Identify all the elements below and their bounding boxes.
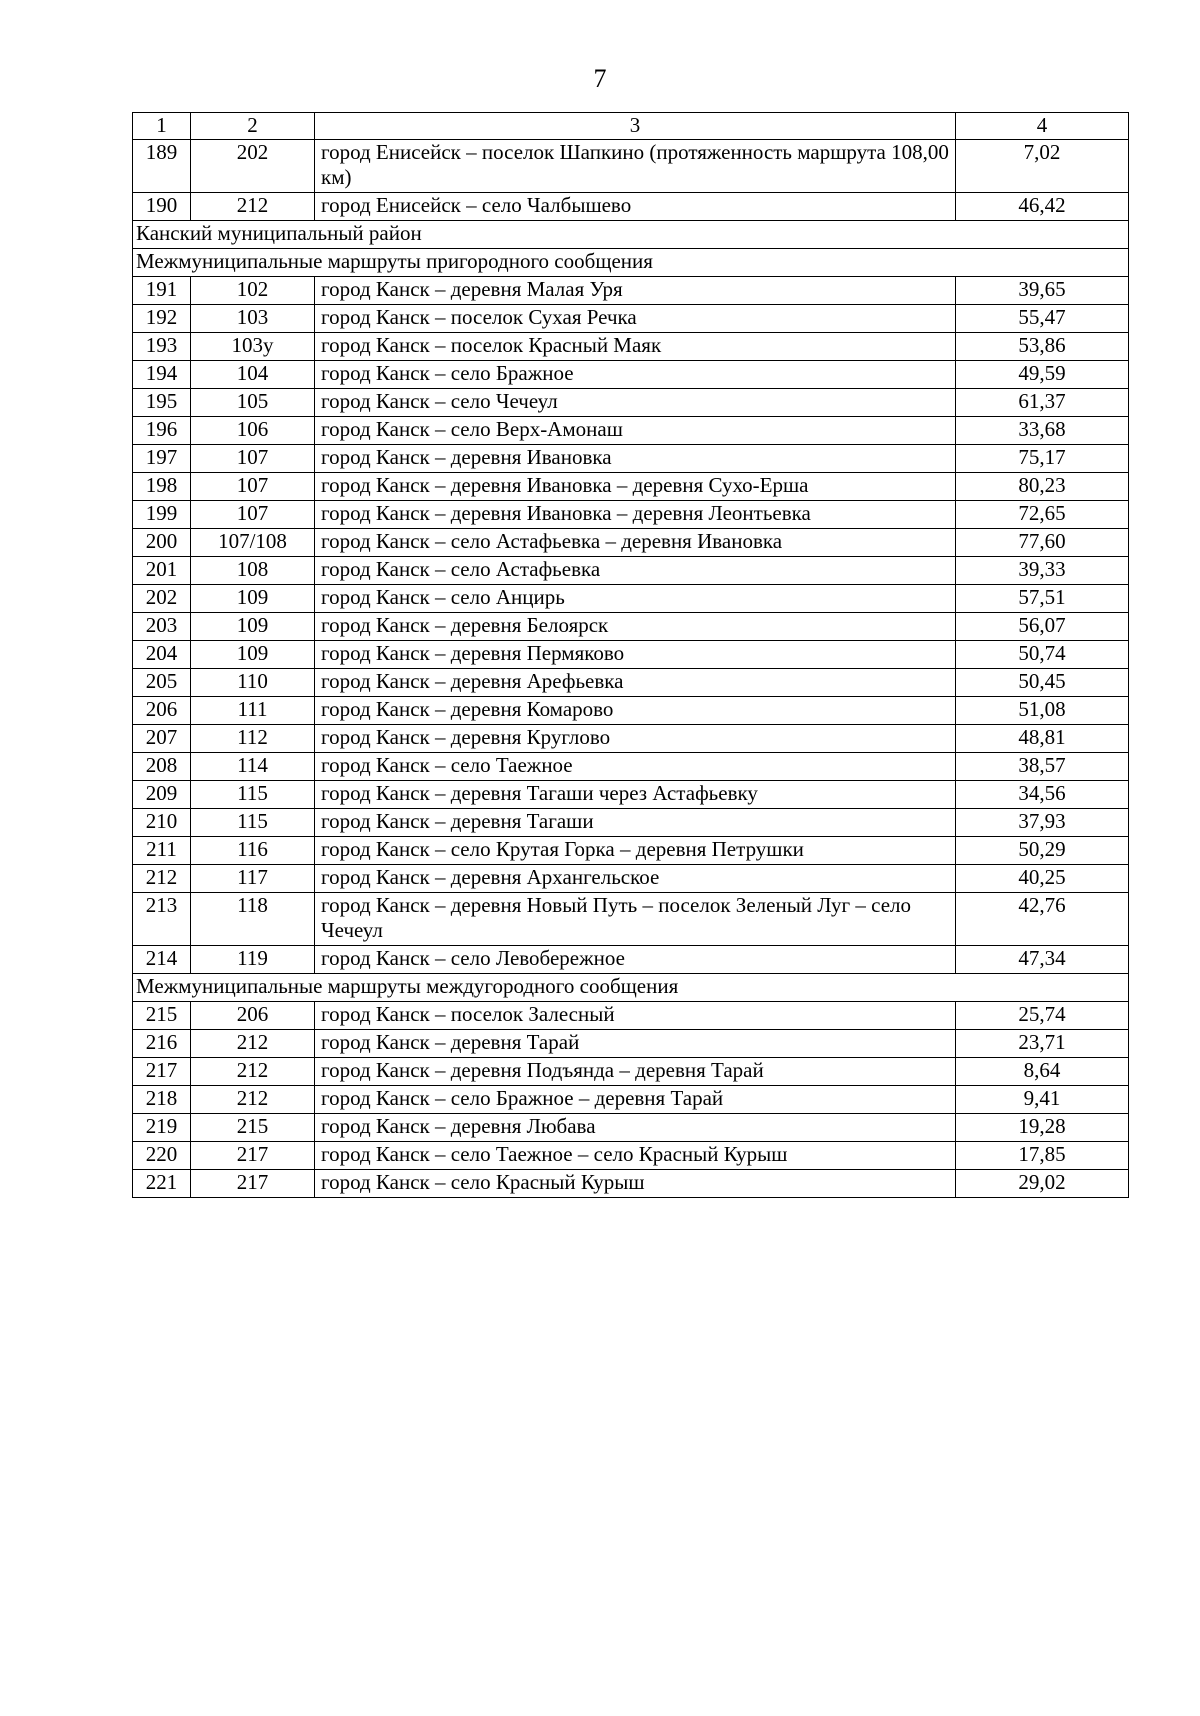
route-number-cell: 206 <box>191 1002 315 1030</box>
distance-cell: 37,93 <box>956 809 1129 837</box>
distance-cell: 19,28 <box>956 1114 1129 1142</box>
distance-cell: 61,37 <box>956 389 1129 417</box>
route-number-cell: 102 <box>191 277 315 305</box>
row-number-cell: 202 <box>133 585 191 613</box>
row-number-cell: 212 <box>133 865 191 893</box>
distance-cell: 47,34 <box>956 946 1129 974</box>
row-number-cell: 208 <box>133 753 191 781</box>
distance-cell: 77,60 <box>956 529 1129 557</box>
distance-cell: 29,02 <box>956 1170 1129 1198</box>
page-number: 7 <box>593 64 607 93</box>
distance-cell: 38,57 <box>956 753 1129 781</box>
route-name-cell: город Канск – деревня Малая Уря <box>315 277 956 305</box>
route-number-cell: 104 <box>191 361 315 389</box>
table-row <box>133 1086 1129 1114</box>
row-number-cell: 215 <box>133 1002 191 1030</box>
distance-cell: 55,47 <box>956 305 1129 333</box>
row-number-cell: 195 <box>133 389 191 417</box>
route-name-cell: город Канск – деревня Тагаши через Астафьевку <box>315 781 956 809</box>
table-row <box>133 893 1129 946</box>
section-title: Канский муниципальный район <box>133 221 1129 249</box>
route-name-cell: город Канск – село Левобережное <box>315 946 956 974</box>
route-number-cell: 212 <box>191 1058 315 1086</box>
route-name-cell: город Канск – село Чечеул <box>315 389 956 417</box>
route-name-cell: город Канск – деревня Подъянда – деревня Тарай <box>315 1058 956 1086</box>
table-row <box>133 445 1129 473</box>
route-name-cell: город Канск – поселок Сухая Речка <box>315 305 956 333</box>
distance-cell: 49,59 <box>956 361 1129 389</box>
route-name-cell: город Канск – село Астафьевка – деревня Ивановка <box>315 529 956 557</box>
route-name-cell: город Канск – деревня Архангельское <box>315 865 956 893</box>
distance-cell: 39,33 <box>956 557 1129 585</box>
route-number-cell: 212 <box>191 1030 315 1058</box>
route-number-cell: 212 <box>191 1086 315 1114</box>
distance-cell: 50,45 <box>956 669 1129 697</box>
section-header-row <box>133 221 1129 249</box>
row-number-cell: 211 <box>133 837 191 865</box>
route-name-cell: город Енисейск – село Чалбышево <box>315 193 956 221</box>
distance-cell: 57,51 <box>956 585 1129 613</box>
distance-cell: 46,42 <box>956 193 1129 221</box>
route-name-cell: город Канск – деревня Арефьевка <box>315 669 956 697</box>
route-name-cell: город Канск – деревня Ивановка – деревня Леонтьевка <box>315 501 956 529</box>
table-row <box>133 389 1129 417</box>
route-name-cell: город Канск – деревня Ивановка <box>315 445 956 473</box>
table-row <box>133 946 1129 974</box>
distance-cell: 17,85 <box>956 1142 1129 1170</box>
row-number-cell: 220 <box>133 1142 191 1170</box>
route-number-cell: 117 <box>191 865 315 893</box>
section-title: Межмуниципальные маршруты пригородного сообщения <box>133 249 1129 277</box>
distance-cell: 50,29 <box>956 837 1129 865</box>
table-row <box>133 305 1129 333</box>
route-number-cell: 215 <box>191 1114 315 1142</box>
route-name-cell: город Канск – село Анцирь <box>315 585 956 613</box>
route-number-cell: 110 <box>191 669 315 697</box>
route-number-cell: 109 <box>191 613 315 641</box>
row-number-cell: 203 <box>133 613 191 641</box>
table-row <box>133 837 1129 865</box>
route-number-cell: 115 <box>191 809 315 837</box>
route-number-cell: 107 <box>191 445 315 473</box>
header-col-2: 2 <box>191 113 315 140</box>
row-number-cell: 217 <box>133 1058 191 1086</box>
route-number-cell: 114 <box>191 753 315 781</box>
route-name-cell: город Канск – село Таежное – село Красный Курыш <box>315 1142 956 1170</box>
table-row <box>133 333 1129 361</box>
table-row <box>133 140 1129 193</box>
route-number-cell: 115 <box>191 781 315 809</box>
route-name-cell: город Канск – деревня Круглово <box>315 725 956 753</box>
row-number-cell: 201 <box>133 557 191 585</box>
row-number-cell: 199 <box>133 501 191 529</box>
routes-table <box>132 112 1129 1198</box>
table-row <box>133 473 1129 501</box>
route-number-cell: 118 <box>191 893 315 946</box>
route-number-cell: 111 <box>191 697 315 725</box>
route-name-cell: город Канск – поселок Красный Маяк <box>315 333 956 361</box>
row-number-cell: 207 <box>133 725 191 753</box>
header-col-1: 1 <box>133 113 191 140</box>
route-number-cell: 105 <box>191 389 315 417</box>
table-row <box>133 1002 1129 1030</box>
distance-cell: 72,65 <box>956 501 1129 529</box>
route-number-cell: 109 <box>191 585 315 613</box>
distance-cell: 39,65 <box>956 277 1129 305</box>
route-number-cell: 202 <box>191 140 315 193</box>
route-number-cell: 217 <box>191 1170 315 1198</box>
row-number-cell: 219 <box>133 1114 191 1142</box>
route-number-cell: 107 <box>191 473 315 501</box>
table-row <box>133 557 1129 585</box>
table-row <box>133 1058 1129 1086</box>
route-number-cell: 107/108 <box>191 529 315 557</box>
route-number-cell: 103у <box>191 333 315 361</box>
table-row <box>133 725 1129 753</box>
distance-cell: 53,86 <box>956 333 1129 361</box>
distance-cell: 40,25 <box>956 865 1129 893</box>
route-number-cell: 212 <box>191 193 315 221</box>
table-header-row <box>133 113 1129 140</box>
route-name-cell: город Канск – деревня Комарово <box>315 697 956 725</box>
route-name-cell: город Канск – деревня Любава <box>315 1114 956 1142</box>
distance-cell: 23,71 <box>956 1030 1129 1058</box>
route-number-cell: 112 <box>191 725 315 753</box>
distance-cell: 51,08 <box>956 697 1129 725</box>
table-row <box>133 417 1129 445</box>
header-col-4: 4 <box>956 113 1129 140</box>
route-name-cell: город Канск – село Бражное <box>315 361 956 389</box>
row-number-cell: 189 <box>133 140 191 193</box>
table-row <box>133 501 1129 529</box>
distance-cell: 25,74 <box>956 1002 1129 1030</box>
distance-cell: 56,07 <box>956 613 1129 641</box>
route-number-cell: 103 <box>191 305 315 333</box>
row-number-cell: 200 <box>133 529 191 557</box>
table-row <box>133 809 1129 837</box>
route-name-cell: город Канск – деревня Тагаши <box>315 809 956 837</box>
row-number-cell: 221 <box>133 1170 191 1198</box>
route-name-cell: город Канск – деревня Белоярск <box>315 613 956 641</box>
row-number-cell: 198 <box>133 473 191 501</box>
distance-cell: 34,56 <box>956 781 1129 809</box>
route-name-cell: город Канск – деревня Новый Путь – поселок Зеленый Луг – село Чечеул <box>315 893 956 946</box>
table-row <box>133 1114 1129 1142</box>
table-row <box>133 585 1129 613</box>
route-name-cell: город Канск – село Астафьевка <box>315 557 956 585</box>
routes-table-body <box>133 113 1129 1198</box>
distance-cell: 75,17 <box>956 445 1129 473</box>
section-header-row <box>133 249 1129 277</box>
distance-cell: 7,02 <box>956 140 1129 193</box>
route-name-cell: город Канск – поселок Залесный <box>315 1002 956 1030</box>
route-name-cell: город Канск – деревня Ивановка – деревня Сухо-Ерша <box>315 473 956 501</box>
route-name-cell: город Канск – деревня Тарай <box>315 1030 956 1058</box>
table-row <box>133 669 1129 697</box>
route-name-cell: город Канск – село Таежное <box>315 753 956 781</box>
header-col-3: 3 <box>315 113 956 140</box>
row-number-cell: 191 <box>133 277 191 305</box>
route-name-cell: город Канск – село Верх-Амонаш <box>315 417 956 445</box>
table-row <box>133 193 1129 221</box>
row-number-cell: 190 <box>133 193 191 221</box>
table-row <box>133 613 1129 641</box>
distance-cell: 8,64 <box>956 1058 1129 1086</box>
row-number-cell: 209 <box>133 781 191 809</box>
distance-cell: 48,81 <box>956 725 1129 753</box>
row-number-cell: 216 <box>133 1030 191 1058</box>
table-row <box>133 697 1129 725</box>
row-number-cell: 214 <box>133 946 191 974</box>
row-number-cell: 205 <box>133 669 191 697</box>
route-name-cell: город Канск – село Бражное – деревня Тарай <box>315 1086 956 1114</box>
route-number-cell: 106 <box>191 417 315 445</box>
distance-cell: 9,41 <box>956 1086 1129 1114</box>
row-number-cell: 218 <box>133 1086 191 1114</box>
distance-cell: 50,74 <box>956 641 1129 669</box>
row-number-cell: 193 <box>133 333 191 361</box>
row-number-cell: 196 <box>133 417 191 445</box>
route-name-cell: город Канск – село Крутая Горка – деревня Петрушки <box>315 837 956 865</box>
section-title: Межмуниципальные маршруты междугородного сообщения <box>133 974 1129 1002</box>
table-row <box>133 781 1129 809</box>
table-row <box>133 1170 1129 1198</box>
table-row <box>133 641 1129 669</box>
row-number-cell: 204 <box>133 641 191 669</box>
route-number-cell: 107 <box>191 501 315 529</box>
row-number-cell: 197 <box>133 445 191 473</box>
route-number-cell: 109 <box>191 641 315 669</box>
route-number-cell: 217 <box>191 1142 315 1170</box>
row-number-cell: 213 <box>133 893 191 946</box>
route-number-cell: 116 <box>191 837 315 865</box>
row-number-cell: 206 <box>133 697 191 725</box>
route-name-cell: город Енисейск – поселок Шапкино (протяженность маршрута 108,00 км) <box>315 140 956 193</box>
row-number-cell: 192 <box>133 305 191 333</box>
distance-cell: 33,68 <box>956 417 1129 445</box>
route-name-cell: город Канск – село Красный Курыш <box>315 1170 956 1198</box>
table-row <box>133 529 1129 557</box>
route-name-cell: город Канск – деревня Пермяково <box>315 641 956 669</box>
row-number-cell: 194 <box>133 361 191 389</box>
section-header-row <box>133 974 1129 1002</box>
table-row <box>133 277 1129 305</box>
distance-cell: 42,76 <box>956 893 1129 946</box>
table-row <box>133 753 1129 781</box>
distance-cell: 80,23 <box>956 473 1129 501</box>
table-row <box>133 865 1129 893</box>
table-row <box>133 1142 1129 1170</box>
route-number-cell: 119 <box>191 946 315 974</box>
row-number-cell: 210 <box>133 809 191 837</box>
table-row <box>133 361 1129 389</box>
route-number-cell: 108 <box>191 557 315 585</box>
table-row <box>133 1030 1129 1058</box>
